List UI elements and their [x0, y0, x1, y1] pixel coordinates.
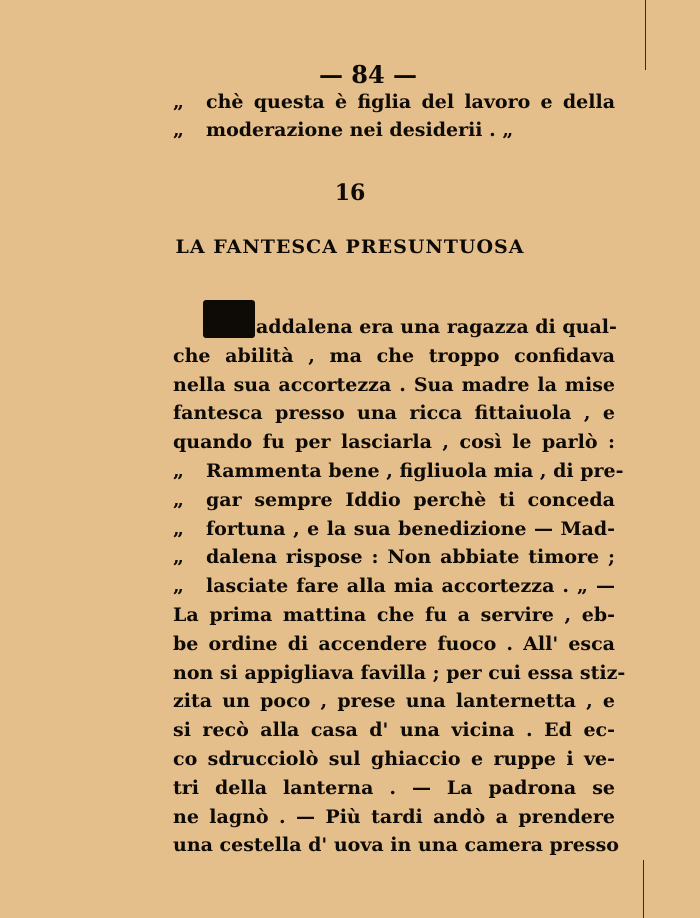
text-line: dalena rispose : Non abbiate timore ;	[206, 546, 615, 569]
text-line: lasciate fare alla mia accortezza . „ —	[206, 575, 615, 598]
text-line: che abilità , ma che troppo confidava	[173, 344, 615, 367]
text-line: co sdrucciolò sul ghiaccio e ruppe i ve-	[173, 748, 615, 770]
text-line: ne lagnò . — Più tardi andò a prendere	[173, 805, 615, 828]
text-line: gar sempre Iddio perchè ti conceda	[206, 488, 615, 511]
text-line: non si appigliava favilla ; per cui essa stiz-	[173, 661, 626, 684]
text-line: zita un poco , prese una lanternetta , e	[173, 690, 615, 713]
text-line: si recò alla casa d' una vicina . Ed ec-	[173, 719, 615, 742]
text-line: chè questa è figlia del lavoro e della	[206, 91, 615, 113]
quote-mark: „	[173, 546, 184, 569]
quote-mark: „	[173, 575, 184, 598]
section-title: LA FANTESCA PRESUNTUOSA	[175, 236, 525, 258]
drop-cap-initial	[203, 300, 255, 338]
text-line: Rammenta bene , figliuola mia , di pre-	[206, 460, 624, 482]
text-line: La prima mattina che fu a servire , eb-	[173, 604, 615, 626]
text-line: quando fu per lasciarla , così le parlò :	[173, 431, 615, 454]
quote-mark: „	[173, 517, 184, 540]
text-line: moderazione nei desiderii . „	[206, 119, 514, 141]
text-line: fortuna , e la sua benedizione — Mad-	[206, 517, 615, 540]
section-number: 16	[334, 180, 366, 206]
text-line: una cestella d' uova in una camera presso	[173, 834, 619, 857]
quote-mark: „	[173, 119, 184, 141]
text-line: tri della lanterna . — La padrona se	[173, 776, 615, 799]
text-line: be ordine di accendere fuoco . All' esca	[173, 632, 615, 655]
text-line: addalena era una ragazza di qual-	[256, 316, 617, 338]
text-line: fantesca presso una ricca fittaiuola , e	[173, 402, 615, 425]
text-line: nella sua accortezza . Sua madre la mise	[173, 373, 615, 396]
scan-edge-line-bottom	[643, 860, 644, 918]
quote-mark: „	[173, 488, 184, 511]
quote-mark: „	[173, 460, 184, 482]
page-number: — 84 —	[318, 60, 418, 89]
quote-mark: „	[173, 91, 184, 113]
